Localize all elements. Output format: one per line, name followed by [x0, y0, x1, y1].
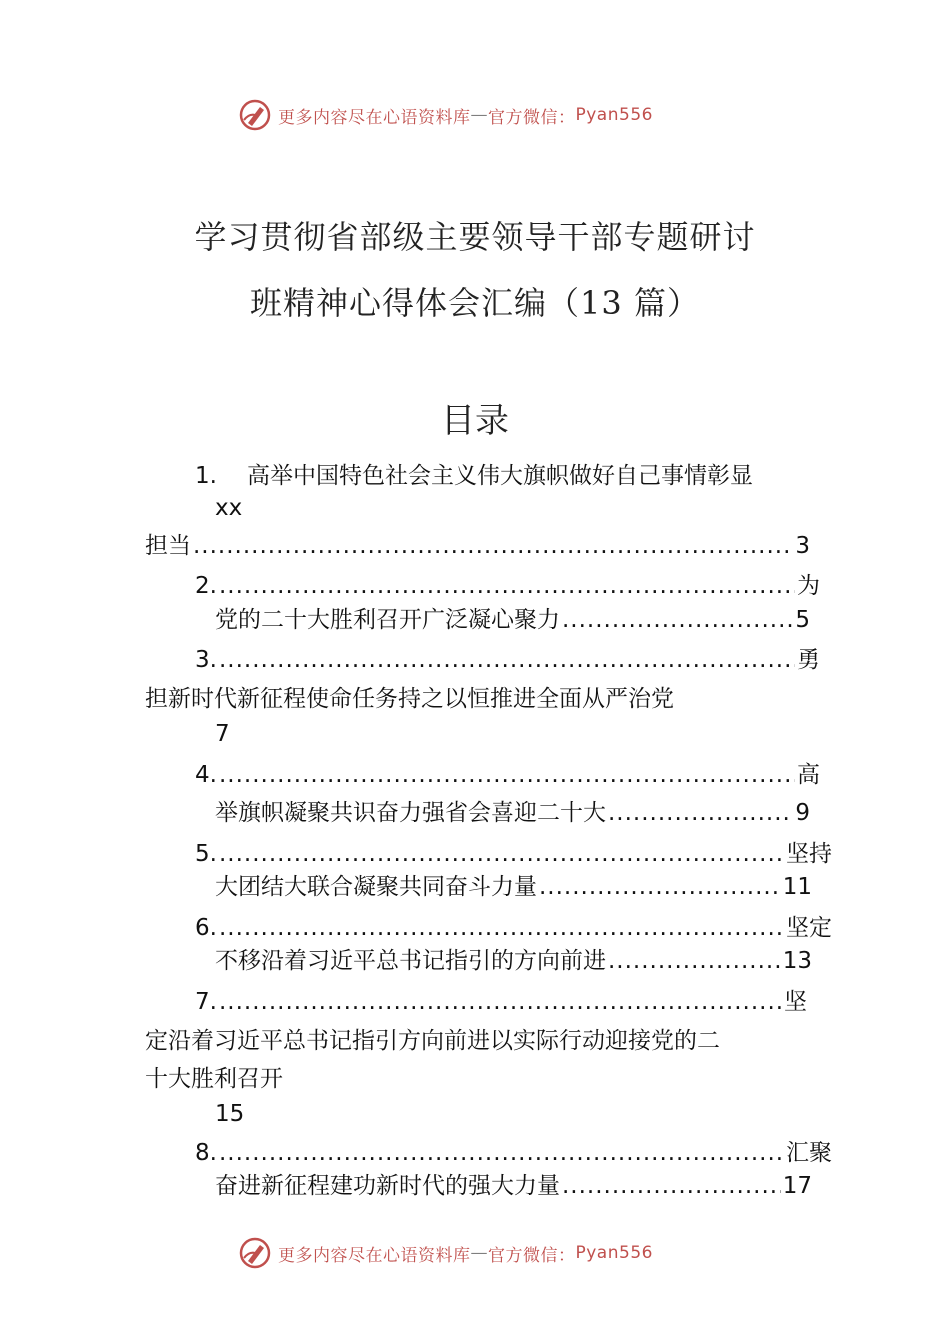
toc-entry-text: 奋进新征程建功新时代的强大力量 — [215, 1173, 560, 1199]
toc-entry-number: 5. — [195, 841, 217, 867]
toc-page-number: 13 — [782, 948, 812, 974]
toc-entry-tail: 坚定 — [786, 915, 832, 941]
watermark-wechat-label: 官方微信： — [488, 1245, 576, 1266]
dot-leader — [219, 839, 784, 869]
dot-leader — [219, 571, 795, 601]
toc-entry-number: 7. — [195, 989, 217, 1015]
document-title-line1: 学习贯彻省部级主要领导干部专题研讨 — [194, 218, 756, 256]
toc-entry-text: xx — [215, 495, 243, 521]
toc-page-number: 11 — [782, 874, 812, 900]
toc-entry-leader-row — [215, 872, 812, 902]
toc-page-number: 7 — [215, 721, 230, 747]
toc-entry-number: 8. — [195, 1140, 217, 1166]
toc-entry-number: 2. — [195, 573, 217, 599]
dot-leader — [562, 605, 793, 635]
document-title-line2: 班精神心得体会汇编（13 篇） — [250, 284, 700, 322]
toc-entry-leader-row — [215, 1171, 812, 1201]
header-watermark — [238, 97, 653, 133]
toc-entry-leader-row — [195, 987, 807, 1017]
dot-leader — [193, 531, 793, 561]
toc-entry-leader-row — [145, 531, 810, 561]
watermark-text: 更多内容尽在心语资料库 — [278, 1245, 471, 1266]
toc-entry-tail: 勇 — [797, 647, 820, 673]
pen-logo-icon — [238, 1236, 272, 1270]
watermark-wechat-id: Pyan556 — [575, 1243, 653, 1263]
toc-entry-text: 担当 — [145, 533, 191, 559]
toc-entry-tail: 汇聚 — [786, 1140, 832, 1166]
toc-entry-text: 十大胜利召开 — [145, 1066, 283, 1092]
toc-entry-leader-row — [195, 645, 820, 675]
toc-entry-leader-row — [195, 839, 832, 869]
toc-entry-leader-row — [195, 571, 820, 601]
watermark-separator: — — [470, 105, 488, 125]
dot-leader — [219, 645, 795, 675]
toc-entry-text: 举旗帜凝聚共识奋力强省会喜迎二十大 — [215, 800, 606, 826]
toc-entry-leader-row — [215, 946, 812, 976]
toc-entry-leader-row — [195, 913, 832, 943]
toc-page-number: 17 — [782, 1173, 812, 1199]
toc-entry-text: 高举中国特色社会主义伟大旗帜做好自己事情彰显 — [247, 463, 753, 489]
toc-page-number: 9 — [795, 800, 810, 826]
toc-entry-leader-row — [215, 605, 810, 635]
watermark-wechat-id: Pyan556 — [575, 105, 653, 125]
toc-entry-number: 6. — [195, 915, 217, 941]
toc-page-number: 15 — [215, 1101, 245, 1127]
toc-entry-leader-row — [215, 798, 810, 828]
pen-logo-icon — [238, 98, 272, 132]
watermark-separator: — — [470, 1243, 488, 1263]
toc-page-number: 3 — [795, 533, 810, 559]
toc-entry-tail: 高 — [797, 762, 820, 788]
toc-entry-number: 3. — [195, 647, 217, 673]
dot-leader — [608, 798, 793, 828]
toc-entry-number: 4. — [195, 762, 217, 788]
toc-entry-number: 1. — [195, 463, 217, 489]
toc-entry-text: 定沿着习近平总书记指引方向前进以实际行动迎接党的二 — [145, 1028, 720, 1054]
toc-entry-text: 大团结大联合凝聚共同奋斗力量 — [215, 874, 537, 900]
dot-leader — [219, 1138, 784, 1168]
dot-leader — [219, 913, 784, 943]
toc-entry-tail: 为 — [797, 573, 820, 599]
watermark-text: 更多内容尽在心语资料库 — [278, 107, 471, 128]
toc-heading: 目录 — [441, 401, 509, 441]
toc-entry-leader-row — [195, 1138, 832, 1168]
toc-entry-text: 不移沿着习近平总书记指引的方向前进 — [215, 948, 606, 974]
footer-watermark — [238, 1235, 653, 1271]
dot-leader — [539, 872, 781, 902]
toc-entry-leader-row — [195, 760, 820, 790]
dot-leader — [562, 1171, 781, 1201]
dot-leader — [608, 946, 781, 976]
toc-entry-text: 担新时代新征程使命任务持之以恒推进全面从严治党 — [145, 686, 674, 712]
toc-page-number: 5 — [795, 607, 810, 633]
toc-entry-tail: 坚 — [784, 989, 807, 1015]
dot-leader — [219, 760, 795, 790]
toc-entry-text: 党的二十大胜利召开广泛凝心聚力 — [215, 607, 560, 633]
watermark-wechat-label: 官方微信： — [488, 107, 576, 128]
dot-leader — [219, 987, 782, 1017]
toc-entry-tail: 坚持 — [786, 841, 832, 867]
